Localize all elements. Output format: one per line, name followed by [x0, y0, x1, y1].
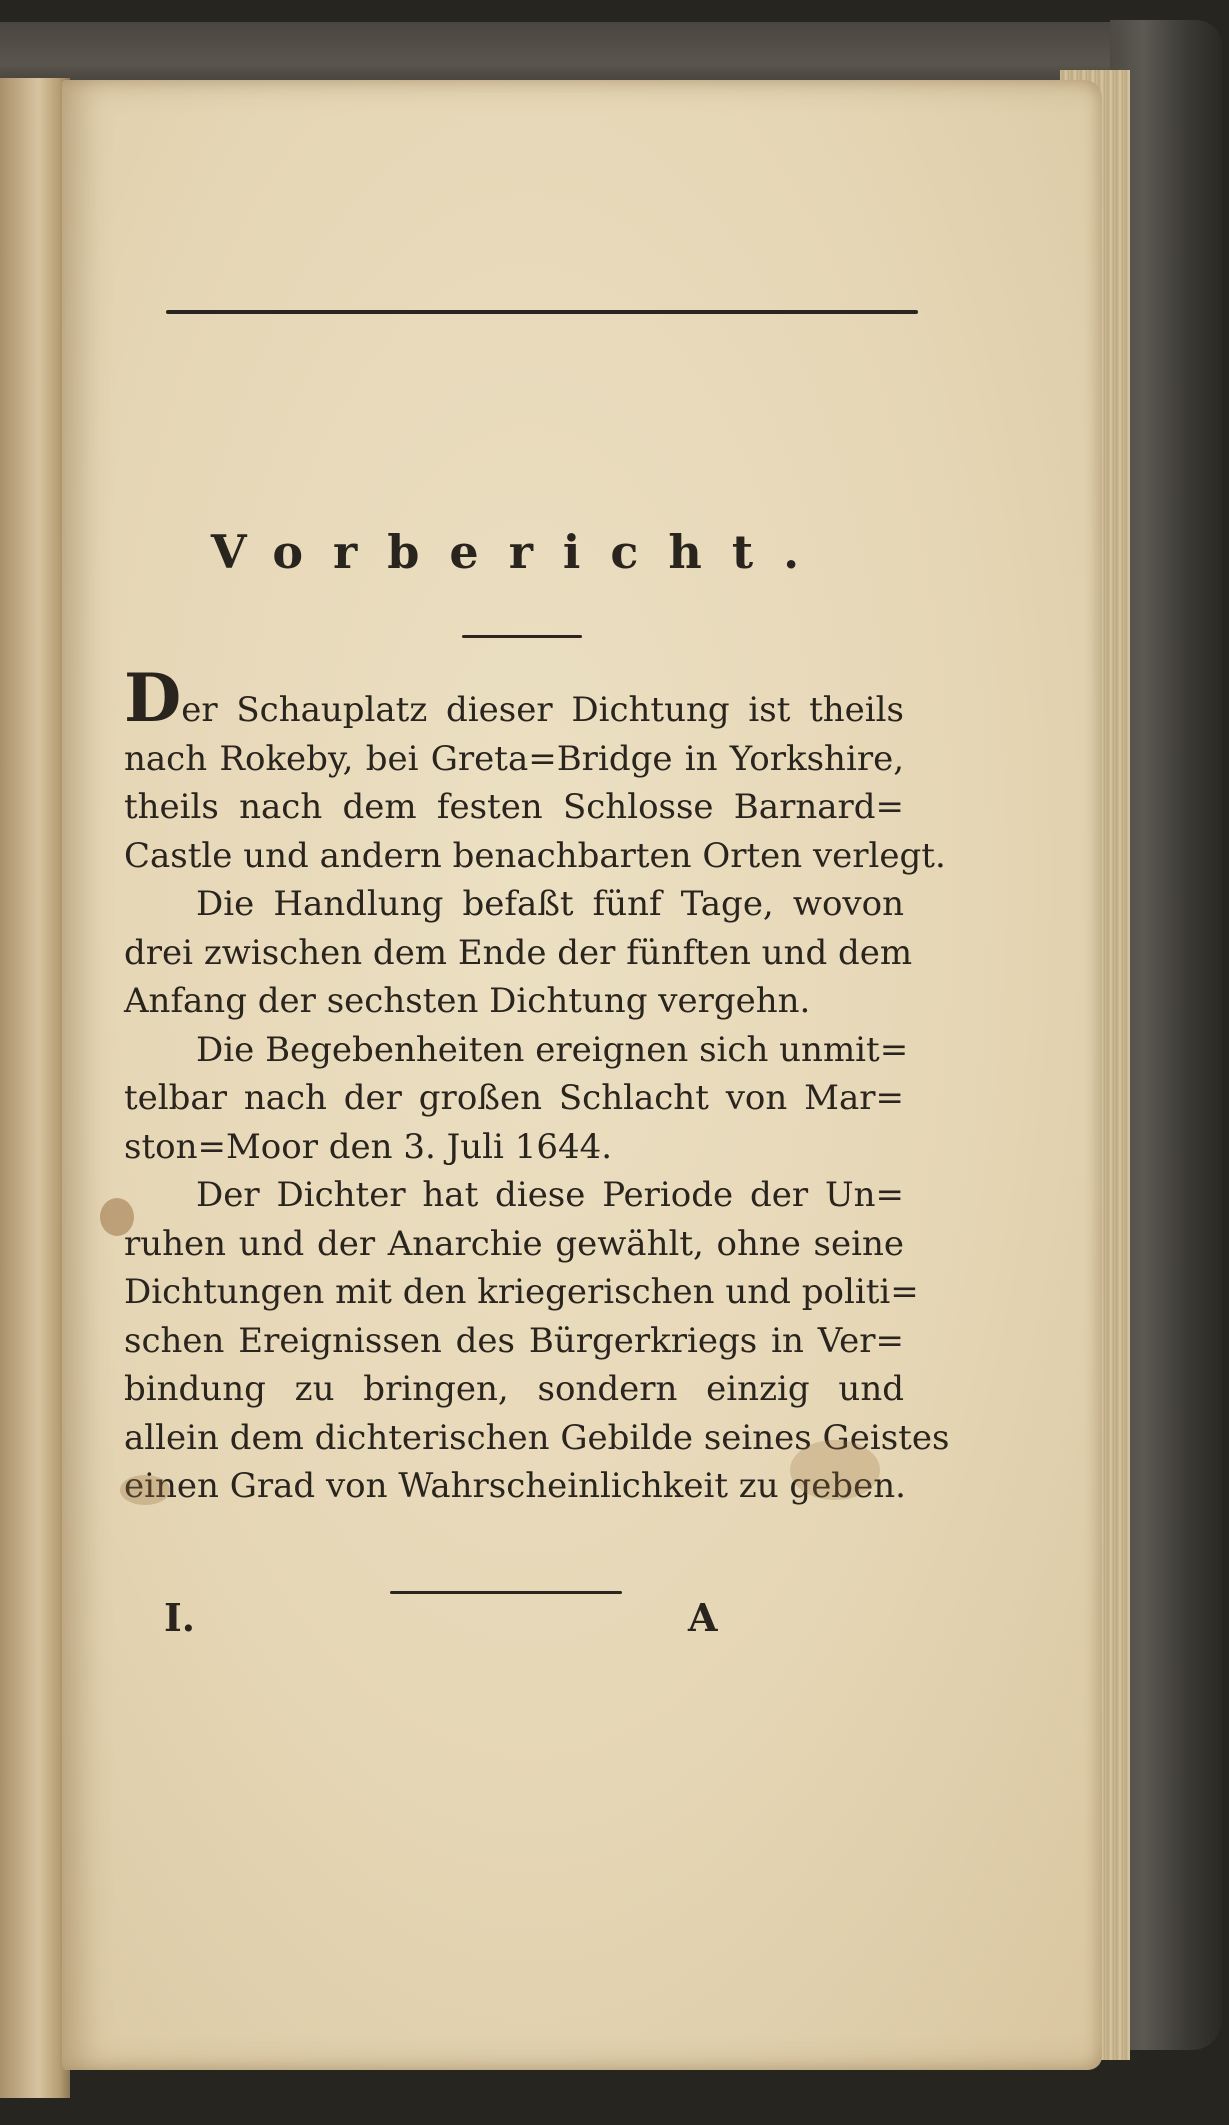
text-line: Die Handlung befaßt fünf Tage, wovon	[196, 884, 904, 924]
text-line: Der Dichter hat diese Periode der Un=	[196, 1175, 904, 1215]
preface-text	[124, 659, 950, 1511]
ink-stain	[120, 1475, 170, 1505]
text-line: Castle und andern benachbarten Orten verlegt.	[124, 835, 946, 876]
page-title: Vorbericht.	[210, 525, 830, 579]
text-line: drei zwischen dem Ende der fünften und dem	[124, 932, 913, 973]
text-line: Dichtungen mit den kriegerischen und politi=	[124, 1272, 919, 1312]
facing-page-edge	[0, 78, 70, 2098]
signature-mark-left: I.	[164, 1595, 196, 1640]
text-line: ruhen und der Anarchie gewählt, ohne seine	[124, 1223, 904, 1264]
text-line-rest: er Schauplatz dieser Dichtung ist theils	[181, 690, 904, 730]
text-line: ston=Moor den 3. Juli 1644.	[124, 1126, 613, 1167]
signature-mark-right: A	[688, 1595, 718, 1640]
text-line: einen Grad von Wahrscheinlichkeit zu geben.	[124, 1466, 906, 1506]
text-line: schen Ereignissen des Bürgerkriegs in Ver=	[124, 1320, 904, 1361]
title-rule	[462, 635, 582, 638]
bottom-rule	[390, 1591, 622, 1594]
text-line: Die Begebenheiten ereignen sich unmit=	[196, 1029, 909, 1070]
ink-stain	[790, 1440, 880, 1500]
text-line	[124, 659, 904, 737]
text-line: telbar nach der großen Schlacht von Mar=	[124, 1078, 904, 1118]
drop-cap: D	[124, 659, 182, 737]
text-line: Anfang der sechsten Dichtung vergehn.	[124, 981, 811, 1021]
top-rule	[166, 310, 918, 314]
text-line: allein dem dichterischen Gebilde seines Geistes	[124, 1417, 950, 1458]
ink-stain	[100, 1198, 134, 1236]
text-line: nach Rokeby, bei Greta=Bridge in Yorkshire,	[124, 738, 904, 779]
text-line: bindung zu bringen, sondern einzig und	[124, 1369, 904, 1409]
text-line: theils nach dem festen Schlosse Barnard=	[124, 787, 904, 827]
